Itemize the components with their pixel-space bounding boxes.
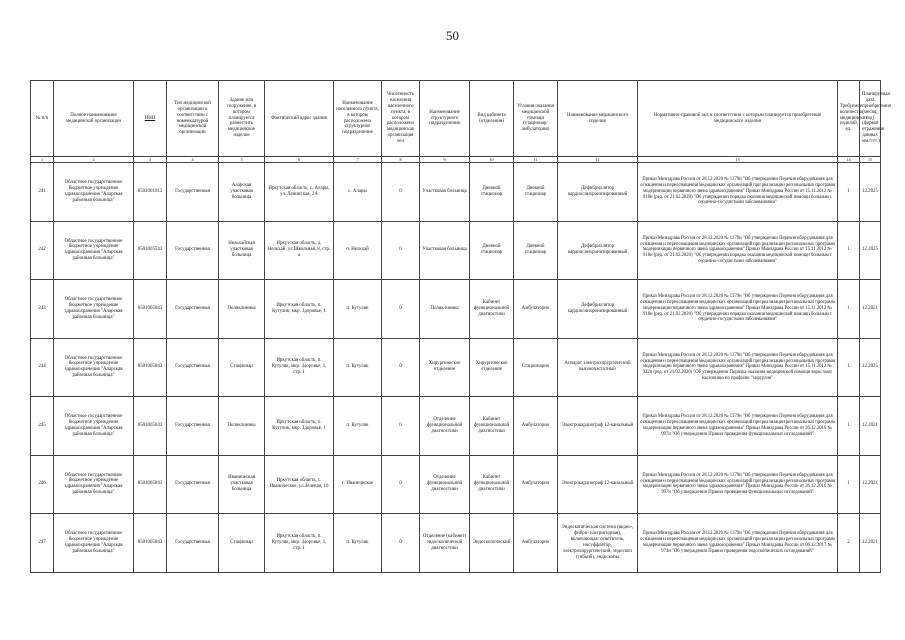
column-number: 7: [334, 157, 382, 163]
column-number: 4: [167, 157, 219, 163]
device-name-cell: Аппарат электрохирургический высокочастотный: [558, 338, 638, 397]
population-cell: 0: [382, 397, 420, 456]
column-number: 9: [420, 157, 470, 163]
device-name-cell: Дефибриллятор кардиосинхронизированный: [558, 163, 638, 222]
address-cell: Иркутская область, с. Алары, ул. Ленинская, 2А: [265, 163, 334, 222]
column-header: № п/п: [31, 81, 54, 157]
row-number-cell: 247: [31, 514, 54, 573]
cabinet-type-cell: Эндоскопический: [470, 514, 514, 573]
row-number-cell: 245: [31, 397, 54, 456]
address-cell: Иркутская область, п. Кутулик, мкр. Здоровье, 1, стр. 1: [265, 514, 334, 573]
device-name-cell: Электрокардиограф 12-канальный: [558, 397, 638, 456]
column-header: Фактический адрес здания: [265, 81, 334, 157]
structural-unit-cell: Поликлиника: [420, 280, 470, 339]
quantity-cell: 1: [838, 338, 860, 397]
population-cell: 0: [382, 221, 420, 280]
purchase-date-cell: 12.2021: [860, 397, 881, 456]
quantity-cell: 1: [838, 221, 860, 280]
legal-act-cell: Приказ Минздрава России от 28.12.2020 № 1379н "Об утверждении Перечня оборудования для оснащения и переоснащения медицинских организаций при реализации региональных программ модернизации первичного звена здравоохранения" Приказ Минздрава России от 26.12.2016 № 997н "Об утверждении Правил проведения функциональных исследований": [638, 455, 838, 514]
org-type-cell: Государственная: [167, 455, 219, 514]
column-number: 8: [382, 157, 420, 163]
purchase-date-cell: 12.2025: [860, 163, 881, 222]
org-name-cell: Областное государственное бюджетное учреждение здравоохранения "Аларская районная больница": [54, 221, 134, 280]
care-conditions-cell: Стационарно: [514, 338, 558, 397]
column-number: 14: [838, 157, 860, 163]
org-type-cell: Государственная: [167, 221, 219, 280]
quantity-cell: 1: [838, 163, 860, 222]
equipment-register-table: [30, 80, 892, 573]
table-row: [31, 455, 881, 514]
device-name-cell: Эндоскопическая система (видео-, фибро- или ригидная), включающая: осветитель, инсуффлятор, электрохирургический, эндоскоп (гибкий), эндоскопы: [558, 514, 638, 573]
legal-act-cell: Приказ Минздрава России от 28.12.2020 № 1379н "Об утверждении Перечня оборудования для оснащения и переоснащения медицинских организаций при реализации региональных программ модернизации первичного звена здравоохранения" Приказ Минздрава России от 15.11.2012 № 918н (ред. от 21.02.2020) "Об утверждении порядка оказания медицинской помощи больным с сердечно-сосудистыми заболеваниями": [638, 221, 838, 280]
org-name-cell: Областное государственное бюджетное учреждение здравоохранения "Аларская районная больница": [54, 338, 134, 397]
inn-cell: 8501005543: [134, 221, 167, 280]
column-header: Наименование структурного подразделения: [420, 81, 470, 157]
column-number: 11: [514, 157, 558, 163]
table-row: [31, 338, 881, 397]
care-conditions-cell: Амбулаторно: [514, 280, 558, 339]
cabinet-type-cell: Кабинет функциональной диагностики: [470, 455, 514, 514]
inn-cell: 8501005043: [134, 280, 167, 339]
purchase-date-cell: 12.2021: [860, 455, 881, 514]
inn-cell: 8501005043: [134, 514, 167, 573]
row-number-cell: 244: [31, 338, 54, 397]
row-number-cell: 241: [31, 163, 54, 222]
purchase-date-cell: 12.2021: [860, 514, 881, 573]
structural-unit-cell: Участковая больница: [420, 163, 470, 222]
org-name-cell: Областное государственное бюджетное учреждение здравоохранения "Аларская районная больница": [54, 163, 134, 222]
care-conditions-cell: Амбулаторно: [514, 514, 558, 573]
org-type-cell: Государственная: [167, 397, 219, 456]
column-header: Наименование населенного пункта, в котором расположено структурное подразделение: [334, 81, 382, 157]
column-header: Численность населения населенного пункта, в котором расположено медицинская организация чел: [382, 81, 420, 157]
inn-cell: 8501001013: [134, 163, 167, 222]
column-header: Требуемое количество медицинских изделий, ед.: [838, 81, 860, 157]
address-cell: Иркутская область, д. Нельхай, ул.Школьная, 8, стр. а: [265, 221, 334, 280]
page-number: 50: [446, 28, 459, 43]
row-number-cell: 242: [31, 221, 54, 280]
column-header: Здание или сооружение, в котором планируется разместить медицинское изделие: [219, 81, 265, 157]
legal-act-cell: Приказ Минздрава России от 28.12.2020 № 1379н "Об утверждении Перечня оборудования для оснащения и переоснащения медицинских организаций при реализации региональных программ модернизации первичного звена здравоохранения" Приказ Минздрава России от 15.11.2012 № 922н (ред. от 21.02.2020) "Об утверждении Порядка оказания медицинской помощи взрослому населению по профилю "хирургия": [638, 338, 838, 397]
structural-unit-cell: Отделение функциональной диагностики: [420, 397, 470, 456]
care-conditions-cell: Дневной стационар: [514, 221, 558, 280]
org-name-cell: Областное государственное бюджетное учреждение здравоохранения "Аларская районная больница": [54, 455, 134, 514]
legal-act-cell: Приказ Минздрава России от 28.12.2020 № 1379н "Об утверждении Перечня оборудования для оснащения и переоснащения медицинских организаций при реализации региональных программ модернизации первичного звена здравоохранения" Приказ Минздрава России от 15.11.2012 № 918н (ред. от 21.02.2020) "Об утверждении порядка оказания медицинской помощи больным с сердечно-сосудистыми заболеваниями": [638, 280, 838, 339]
device-name-cell: Дефибриллятор кардиосинхронизированный: [558, 280, 638, 339]
address-cell: Иркутская область, п. Кутулик, мкр. Здоровье, 1: [265, 397, 334, 456]
building-cell: Стационар: [219, 514, 265, 573]
quantity-cell: 1: [838, 280, 860, 339]
org-type-cell: Государственная: [167, 338, 219, 397]
column-header: Условия оказания медицинской помощи (стационар/амбулатория): [514, 81, 558, 157]
org-type-cell: Государственная: [167, 514, 219, 573]
address-cell: Иркутская область, п. Кутулик, мкр. Здоровье, 1, стр. 1: [265, 338, 334, 397]
settlement-cell: п. Кутулик: [334, 338, 382, 397]
column-header: Нормативно-правовой акт, в соответствии с которым планируется приобретение медицинского изделия: [638, 81, 838, 157]
care-conditions-cell: Дневной стационар: [514, 163, 558, 222]
purchase-date-cell: 12.2021: [860, 280, 881, 339]
building-cell: Поликлиника: [219, 397, 265, 456]
column-number: 12: [558, 157, 638, 163]
device-name-cell: Электрокардиограф 12-канальный: [558, 455, 638, 514]
table-row: [31, 163, 881, 222]
table-body: [31, 163, 881, 573]
population-cell: 0: [382, 514, 420, 573]
column-header: Тип медицинской организации в соответствии с номенклатурой медицинской организации: [167, 81, 219, 157]
column-number: 13: [638, 157, 838, 163]
building-cell: Нельхайская участковая больница: [219, 221, 265, 280]
building-cell: Аларская участковая больница: [219, 163, 265, 222]
settlement-cell: п. Нельхай: [334, 221, 382, 280]
column-header: ИНН: [134, 81, 167, 157]
purchase-date-cell: 12.2025: [860, 221, 881, 280]
settlement-cell: п. Кутулик: [334, 397, 382, 456]
column-header: Полное наименование медицинской организации: [54, 81, 134, 157]
building-cell: Стационар: [219, 338, 265, 397]
structural-unit-cell: Хирургическое отделение: [420, 338, 470, 397]
care-conditions-cell: Амбулаторно: [514, 397, 558, 456]
column-number: 10: [470, 157, 514, 163]
header-row: [31, 81, 881, 157]
quantity-cell: 1: [838, 397, 860, 456]
structural-unit-cell: Отделение функциональной диагностики: [420, 455, 470, 514]
settlement-cell: с. Алары: [334, 163, 382, 222]
column-header: Вид кабинета (отделения): [470, 81, 514, 157]
cabinet-type-cell: Кабинет функциональной диагностики: [470, 397, 514, 456]
table-row: [31, 221, 881, 280]
table-row: [31, 514, 881, 573]
address-cell: Иркутская область, п. Кутулик, мкр. Здоровье, 1: [265, 280, 334, 339]
cabinet-type-cell: Дневной стационар: [470, 163, 514, 222]
address-cell: Иркутская область, с. Иваническое, ул.Зеленая, 16: [265, 455, 334, 514]
structural-unit-cell: Участковая больница: [420, 221, 470, 280]
quantity-cell: 1: [838, 455, 860, 514]
row-number-cell: 243: [31, 280, 54, 339]
org-name-cell: Областное государственное бюджетное учреждение здравоохранения "Аларская районная больница": [54, 280, 134, 339]
column-number: 5: [219, 157, 265, 163]
org-type-cell: Государственная: [167, 280, 219, 339]
device-name-cell: Дефибриллятор кардиосинхронизированный: [558, 221, 638, 280]
table-row: [31, 397, 881, 456]
table-row: [31, 280, 881, 339]
column-number: 15: [860, 157, 881, 163]
inn-cell: 8501005043: [134, 397, 167, 456]
settlement-cell: с. Иваническое: [334, 455, 382, 514]
cabinet-type-cell: Хирургическое отделение: [470, 338, 514, 397]
column-number: 1: [31, 157, 54, 163]
population-cell: 0: [382, 338, 420, 397]
purchase-date-cell: 12.2025: [860, 338, 881, 397]
org-type-cell: Государственная: [167, 163, 219, 222]
building-cell: Иваническая участковая больница: [219, 455, 265, 514]
settlement-cell: п. Кутулик: [334, 280, 382, 339]
column-header: Наименование медицинского изделия: [558, 81, 638, 157]
inn-cell: 8501005043: [134, 338, 167, 397]
row-number-cell: 246: [31, 455, 54, 514]
population-cell: 0: [382, 163, 420, 222]
inn-cell: 8501005043: [134, 455, 167, 514]
population-cell: 0: [382, 280, 420, 339]
org-name-cell: Областное государственное бюджетное учреждение здравоохранения "Аларская районная больница": [54, 397, 134, 456]
column-header: Планируемая дата приобретения (месяц, год) (формат отражения данных мм.гггг.): [860, 81, 881, 157]
quantity-cell: 2: [838, 514, 860, 573]
legal-act-cell: Приказ Минздрава России от 28.12.2020 № 1379н "Об утверждении Перечня оборудования для оснащения и переоснащения медицинских организаций при реализации региональных программ модернизации первичного звена здравоохранения" Приказ Минздрава России от 06.12.2017 № 974н "Об утверждении Правил проведения эндоскопических исследований": [638, 514, 838, 573]
column-number: 3: [134, 157, 167, 163]
care-conditions-cell: Амбулаторно: [514, 455, 558, 514]
cabinet-type-cell: Кабинет функциональной диагностики: [470, 280, 514, 339]
building-cell: Поликлиника: [219, 280, 265, 339]
org-name-cell: Областное государственное бюджетное учреждение здравоохранения "Аларская районная больница": [54, 514, 134, 573]
column-number: 6: [265, 157, 334, 163]
structural-unit-cell: Отделение (кабинет) эндоскопической диагностики: [420, 514, 470, 573]
settlement-cell: п. Кутулик: [334, 514, 382, 573]
cabinet-type-cell: Дневной стационар: [470, 221, 514, 280]
column-number: 2: [54, 157, 134, 163]
population-cell: 0: [382, 455, 420, 514]
legal-act-cell: Приказ Минздрава России от 28.12.2020 № 1379н "Об утверждении Перечня оборудования для оснащения и переоснащения медицинских организаций при реализации региональных программ модернизации первичного звена здравоохранения" Приказ Минздрава России от 15.11.2012 № 918н (ред. от 21.02.2020) "Об утверждении порядка оказания медицинской помощи больным с сердечно-сосудистыми заболеваниями": [638, 163, 838, 222]
legal-act-cell: Приказ Минздрава России от 28.12.2020 № 1379н "Об утверждении Перечня оборудования для оснащения и переоснащения медицинских организаций при реализации региональных программ модернизации первичного звена здравоохранения" Приказ Минздрава России от 26.12.2016 № 997н "Об утверждении Правил проведения функциональных исследований": [638, 397, 838, 456]
